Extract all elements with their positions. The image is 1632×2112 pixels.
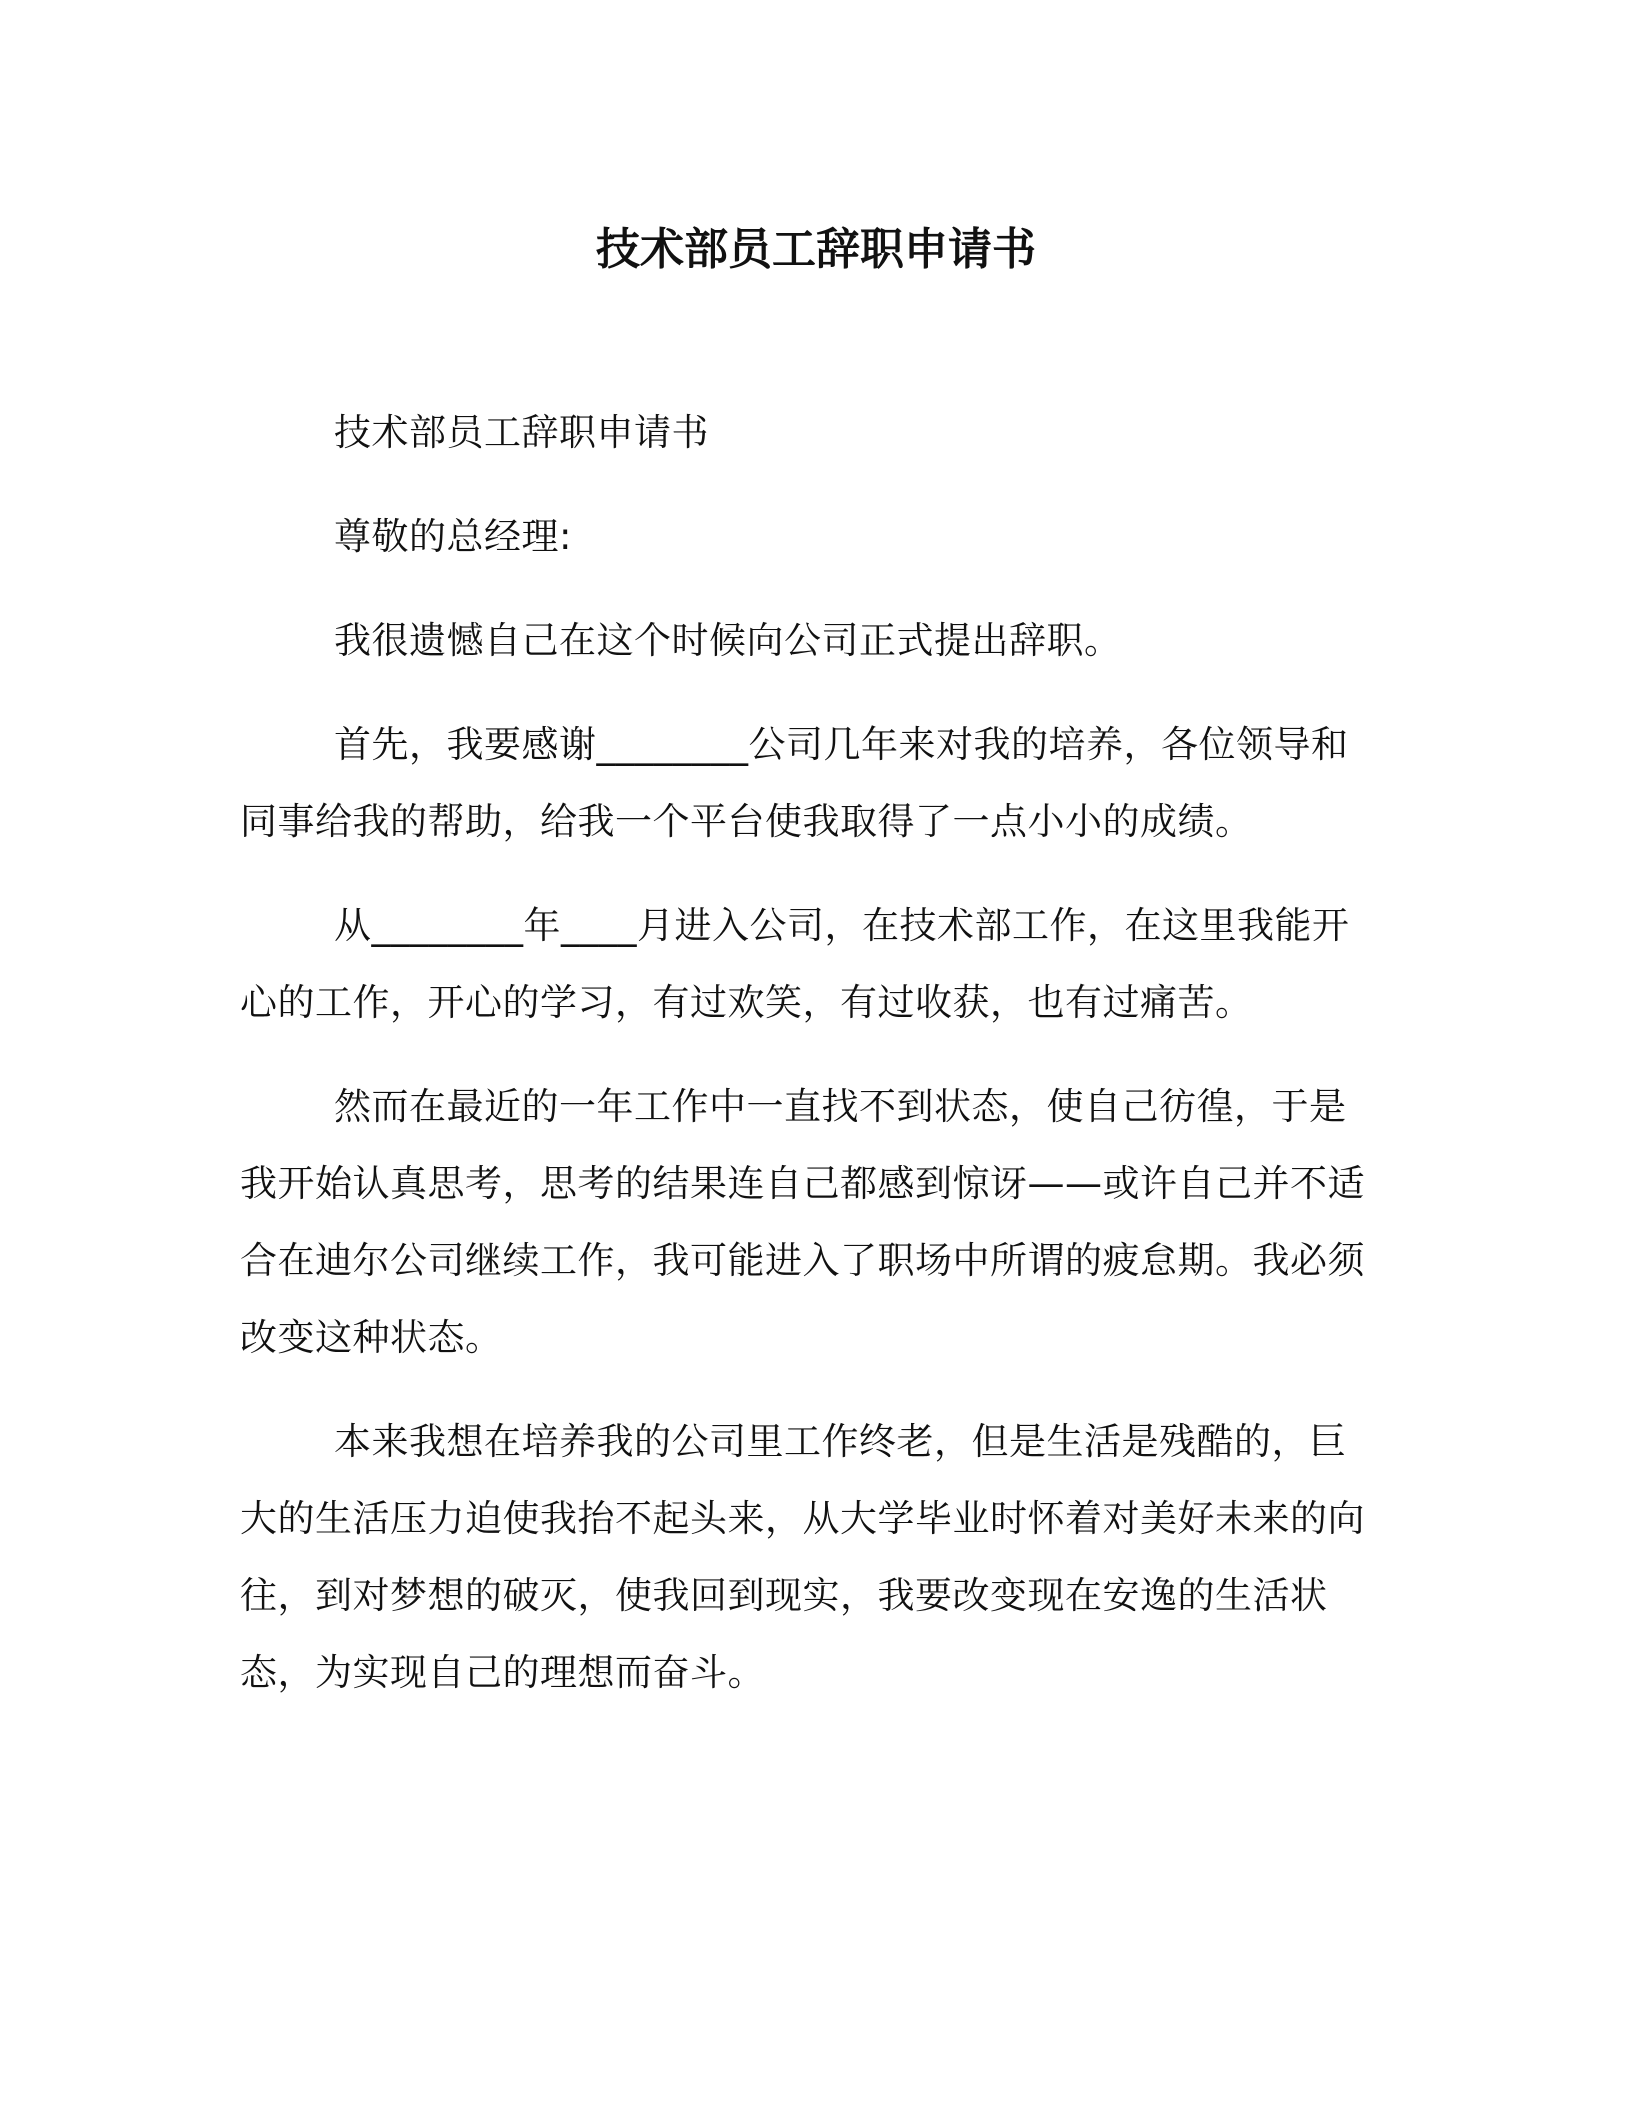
paragraph-salutation: 尊敬的总经理:: [334, 515, 572, 558]
paragraph-history: 从________年____月进入公司，在技术部工作，在这里我能开心的工作，开心的学习，有过欢笑，有过收获，也有过痛苦。: [240, 904, 1350, 1024]
paragraph-reason: 然而在最近的一年工作中一直找不到状态，使自己彷徨，于是我开始认真思考，思考的结果连自己都感到惊讶——或许自己并不适合在迪尔公司继续工作，我可能进入了职场中所谓的疲怠期。我必须改变这种状态。: [240, 1085, 1365, 1359]
paragraph-thanks: 首先，我要感谢________公司几年来对我的培养，各位领导和同事给我的帮助，给我一个平台使我取得了一点小小的成绩。: [240, 723, 1349, 843]
paragraph-aspiration: 本来我想在培养我的公司里工作终老，但是生活是残酷的，巨大的生活压力迫使我抬不起头来，从大学毕业时怀着对美好未来的向往，到对梦想的破灭，使我回到现实，我要改变现在安逸的生活状态，为实现自己的理想而奋斗。: [240, 1420, 1365, 1694]
paragraph-heading: 技术部员工辞职申请书: [334, 411, 709, 454]
document-body: [240, 394, 1380, 1738]
document-title: 技术部员工辞职申请书: [596, 224, 1036, 275]
paragraph-intro: 我很遗憾自己在这个时候向公司正式提出辞职。: [334, 619, 1122, 662]
